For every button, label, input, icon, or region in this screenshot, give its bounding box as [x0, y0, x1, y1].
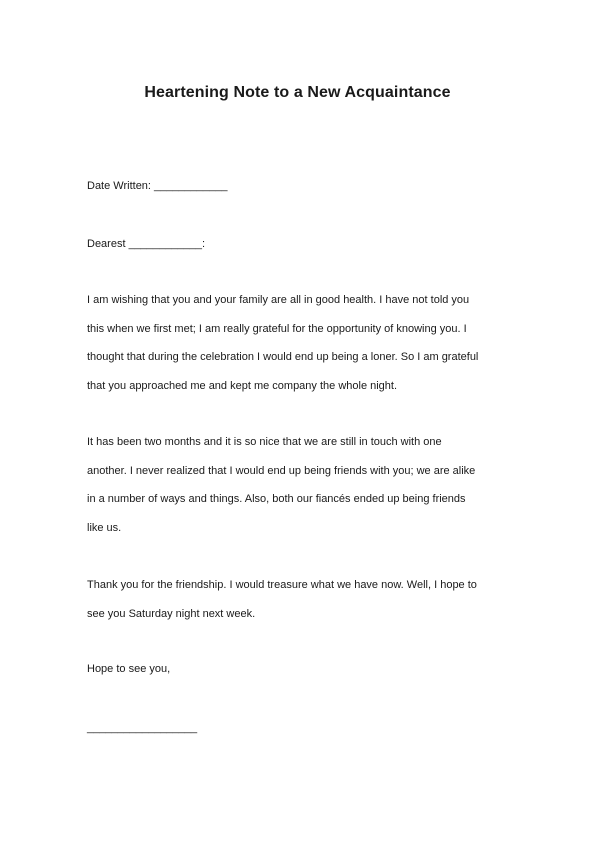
paragraph-line: It has been two months and it is so nice that we are still in touch with one: [87, 436, 442, 448]
paragraph-line: I am wishing that you and your family are all in good health. I have not told you: [87, 294, 470, 306]
paragraph-line: another. I never realized that I would end up being friends with you; we are alike: [87, 464, 476, 477]
paragraph-line: that you approached me and kept me company the whole night.: [87, 379, 398, 392]
paragraph-line: in a number of ways and things. Also, both our fiancés ended up being friends: [87, 493, 466, 505]
paragraph-1: [87, 286, 512, 400]
paragraph-2: [87, 428, 512, 542]
signature-line: __________________: [87, 722, 198, 734]
salutation: Dearest ____________:: [87, 238, 206, 250]
document-title: Heartening Note to a New Acquaintance: [144, 84, 451, 101]
date-line: Date Written: ____________: [87, 180, 228, 192]
paragraph-line: see you Saturday night next week.: [87, 607, 256, 620]
paragraph-line: this when we first met; I am really grateful for the opportunity of knowing you. I: [87, 322, 467, 335]
paragraph-line: Thank you for the friendship. I would treasure what we have now. Well, I hope to: [87, 579, 477, 591]
paragraph-3: [87, 571, 512, 628]
paragraph-line: thought that during the celebration I would end up being a loner. So I am grateful: [87, 351, 479, 363]
closing-line: Hope to see you,: [87, 663, 171, 675]
paragraph-line: like us.: [87, 521, 122, 534]
